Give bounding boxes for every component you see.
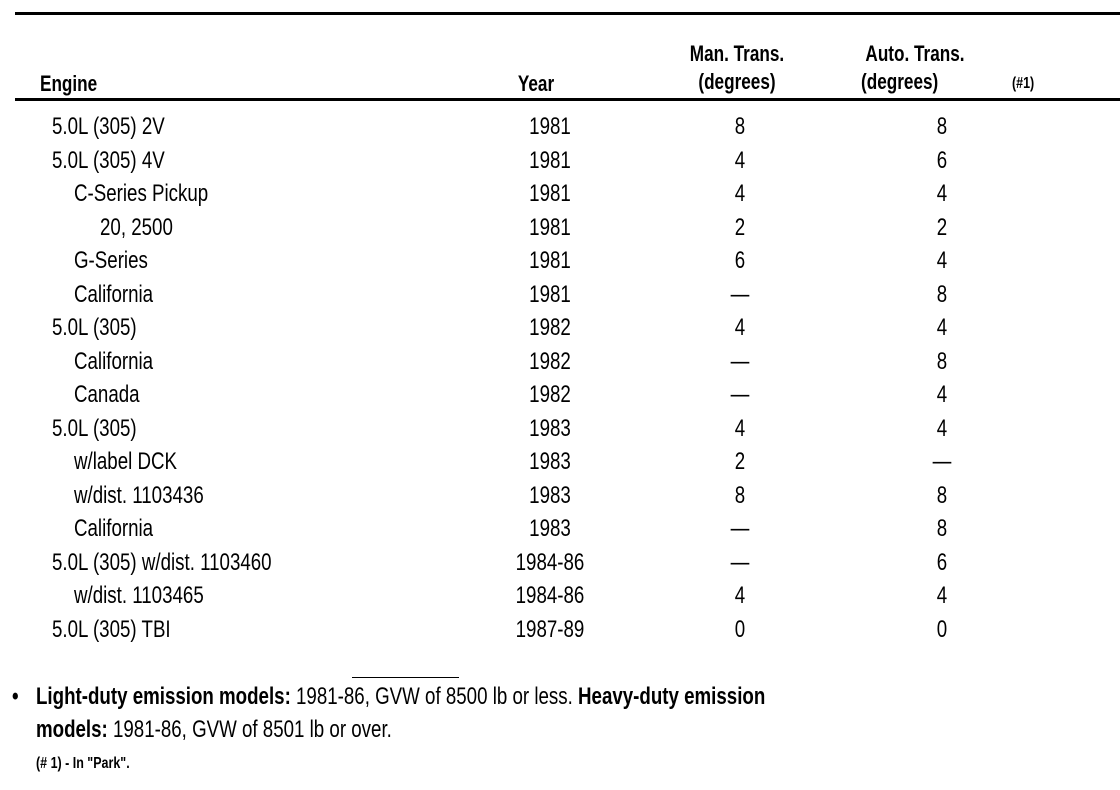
cell-man-trans: 2: [734, 448, 746, 475]
cell-auto-trans: —: [932, 448, 952, 475]
cell-auto-trans: 4: [936, 582, 948, 609]
table-row: [0, 348, 1120, 378]
cell-auto-trans: 4: [936, 247, 948, 274]
cell-auto-trans: 8: [936, 515, 948, 542]
cell-year: 1983: [529, 448, 571, 475]
note-heavy-duty-text: 1981-86, GVW of 8501 lb or over.: [107, 716, 392, 743]
cell-auto-trans: 0: [936, 615, 948, 643]
cell-year: 1981: [529, 146, 571, 174]
cell-year: 1981: [529, 280, 571, 308]
cell-auto-trans: 4: [936, 414, 948, 442]
table-row: [0, 582, 1120, 612]
cell-auto-trans: 8: [936, 481, 948, 509]
cell-engine: C-Series Pickup: [74, 180, 209, 207]
bullet-icon: •: [12, 683, 19, 710]
table-row: [0, 616, 1120, 646]
table-row: [0, 113, 1120, 143]
cell-year: 1983: [529, 515, 571, 542]
header-rule: [15, 98, 1120, 101]
header-engine: Engine: [40, 71, 98, 96]
cell-engine: 5.0L (305) 2V: [52, 113, 165, 140]
cell-engine: California: [74, 347, 154, 375]
cell-man-trans: 4: [734, 414, 746, 442]
cell-year: 1984-86: [515, 548, 585, 576]
cell-engine: 20, 2500: [100, 213, 173, 241]
header-man-line1: Man. Trans.: [689, 41, 785, 66]
cell-man-trans: —: [730, 280, 750, 308]
cell-man-trans: —: [730, 515, 750, 542]
cell-man-trans: —: [730, 548, 750, 576]
cell-year: 1983: [529, 481, 571, 509]
header-man-line2: (degrees): [698, 69, 776, 94]
table-row: [0, 147, 1120, 177]
cell-year: 1984-86: [515, 582, 585, 609]
cell-year: 1981: [529, 113, 571, 140]
cell-man-trans: —: [730, 347, 750, 375]
cell-year: 1981: [529, 213, 571, 241]
note-separator: [352, 677, 459, 678]
cell-engine: w/dist. 1103436: [74, 481, 204, 509]
cell-engine: 5.0L (305) 4V: [52, 146, 165, 174]
cell-auto-trans: 8: [936, 347, 948, 375]
cell-auto-trans: 2: [936, 213, 948, 241]
cell-engine: 5.0L (305) w/dist. 1103460: [52, 548, 272, 576]
footnote-park: (# 1) - In "Park".: [36, 755, 130, 772]
note-light-duty-text: 1981-86, GVW of 8500 lb or less.: [290, 683, 579, 710]
table-row: [0, 281, 1120, 311]
cell-auto-trans: 8: [936, 113, 948, 140]
note-emission-line1: [36, 683, 765, 711]
cell-engine: G-Series: [74, 247, 148, 274]
cell-man-trans: 2: [734, 213, 746, 241]
cell-year: 1981: [529, 247, 571, 274]
cell-auto-trans: 6: [936, 548, 948, 576]
table-row: [0, 415, 1120, 445]
cell-man-trans: 4: [734, 180, 746, 207]
cell-year: 1981: [529, 180, 571, 207]
cell-auto-trans: 4: [936, 314, 948, 341]
note-heavy-duty-label: Heavy-duty emission: [578, 683, 766, 710]
cell-engine: 5.0L (305): [52, 414, 137, 442]
header-auto-line1: Auto. Trans.: [865, 41, 965, 66]
cell-man-trans: 6: [734, 247, 746, 274]
cell-man-trans: 4: [734, 314, 746, 341]
cell-year: 1983: [529, 414, 571, 442]
note-emission-line2: [36, 716, 392, 744]
header-auto-note: (#1): [1012, 75, 1035, 92]
header-year: Year: [517, 71, 555, 96]
cell-man-trans: —: [730, 381, 750, 408]
cell-man-trans: 4: [734, 582, 746, 609]
cell-engine: 5.0L (305) TBI: [52, 615, 171, 643]
table-row: [0, 448, 1120, 478]
cell-engine: Canada: [74, 381, 140, 408]
cell-man-trans: 4: [734, 146, 746, 174]
top-rule: [15, 12, 1120, 15]
cell-auto-trans: 6: [936, 146, 948, 174]
cell-man-trans: 8: [734, 481, 746, 509]
table-row: [0, 482, 1120, 512]
table-row: [0, 549, 1120, 579]
cell-engine: California: [74, 280, 154, 308]
cell-auto-trans: 8: [936, 280, 948, 308]
table-row: [0, 180, 1120, 210]
cell-engine: w/dist. 1103465: [74, 582, 204, 609]
table-row: [0, 381, 1120, 411]
cell-man-trans: 0: [734, 615, 746, 643]
cell-year: 1987-89: [515, 615, 585, 643]
cell-year: 1982: [529, 314, 571, 341]
cell-man-trans: 8: [734, 113, 746, 140]
cell-auto-trans: 4: [936, 381, 948, 408]
cell-engine: 5.0L (305): [52, 314, 137, 341]
table-row: [0, 214, 1120, 244]
header-auto-line2: (degrees): [861, 69, 939, 94]
cell-engine: California: [74, 515, 154, 542]
table-row: [0, 314, 1120, 344]
note-heavy-duty-label2: models:: [36, 716, 108, 743]
cell-auto-trans: 4: [936, 180, 948, 207]
note-light-duty-label: Light-duty emission models:: [36, 683, 291, 710]
cell-year: 1982: [529, 381, 571, 408]
cell-engine: w/label DCK: [74, 448, 177, 475]
cell-year: 1982: [529, 347, 571, 375]
table-row: [0, 515, 1120, 545]
table-row: [0, 247, 1120, 277]
